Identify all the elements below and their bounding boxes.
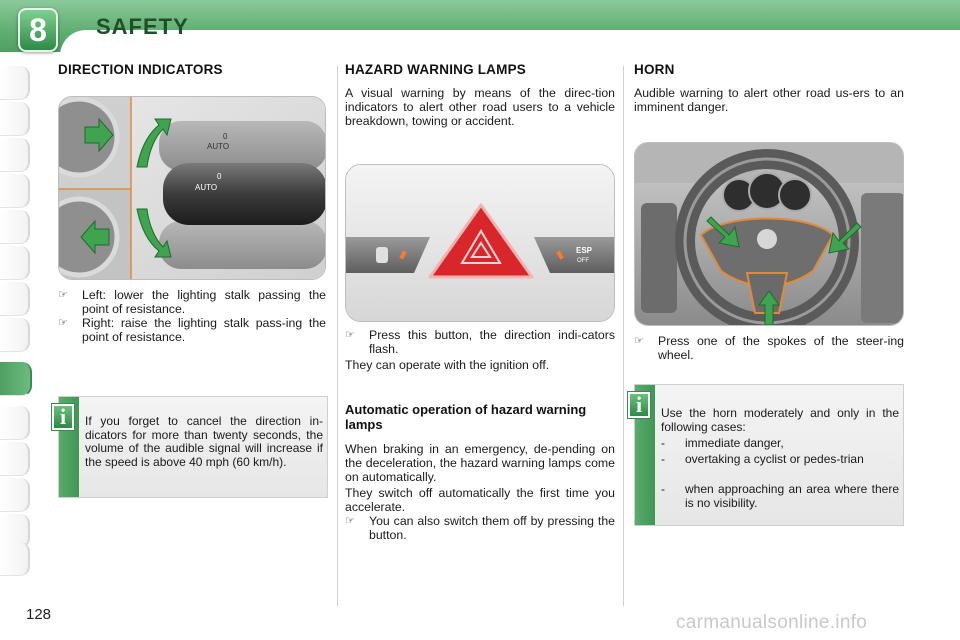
horn-info-item: - when approaching an area where there is no visibility. [661, 482, 899, 510]
steering-wheel-figure [634, 142, 904, 326]
hazard-button-figure [345, 164, 615, 322]
info-icon: i [52, 404, 74, 430]
chapter-tab[interactable] [0, 102, 30, 136]
hazard-note-text: They can operate with the ignition off. [345, 358, 550, 372]
page-header [0, 0, 960, 56]
chapter-tab-active[interactable] [0, 362, 32, 396]
list-item: ☞ Press one of the spokes of the steer-ing wheel. [634, 334, 904, 362]
automatic-operation-text: When braking in an emergency, de-pending on the deceleration, the hazard warning lamps come on automatically. [345, 442, 615, 484]
chapter-tab[interactable] [0, 138, 30, 172]
chapter-tab[interactable] [0, 478, 30, 512]
pointing-hand-icon: ☞ [634, 335, 644, 347]
hazard-intro-text: A visual warning by means of the direc-tion indicators to alert other road users to a vehicle breakdown, towing or accident. [345, 86, 615, 128]
pointing-hand-icon: ☞ [345, 515, 355, 527]
chapter-tab[interactable] [0, 66, 30, 100]
list-item: ☞ Press this button, the direction indi-cators flash. [345, 328, 615, 356]
header-curve [60, 30, 960, 56]
horn-intro-text: Audible warning to alert other road us-ers to an imminent danger. [634, 86, 904, 114]
lighting-stalk-illustration [59, 97, 326, 280]
list-item: ☞ You can also switch them off by pressing the button. [345, 514, 615, 542]
stalk-label: 0 [217, 172, 222, 181]
chapter-tab[interactable] [0, 210, 30, 244]
horn-info-box [634, 384, 904, 526]
lock-icon [376, 247, 388, 263]
automatic-operation-text: They switch off automatically the first time you accelerate. [345, 486, 615, 514]
info-icon: i [628, 392, 650, 418]
chapter-number-badge: 8 [18, 8, 58, 52]
stalk-label: 0 [223, 132, 228, 141]
pointing-hand-icon: ☞ [58, 289, 68, 301]
list-item: ☞ Right: raise the lighting stalk pass-ing the point of resistance. [58, 316, 326, 344]
info-box-text: If you forget to cancel the direction in-dicators for more than twenty seconds, the volume of the audible signal will increase if the speed is above 40 mph (60 km/h). [85, 414, 323, 469]
pointing-hand-icon: ☞ [58, 317, 68, 329]
watermark: carmanualsonline.info [676, 612, 868, 633]
stalk-label: AUTO [207, 142, 230, 151]
chapter-tab[interactable] [0, 246, 30, 280]
hazard-warning-heading: HAZARD WARNING LAMPS [345, 62, 526, 77]
pointing-hand-icon: ☞ [345, 329, 355, 341]
direction-indicators-heading: DIRECTION INDICATORS [58, 62, 223, 77]
column-divider [337, 66, 338, 606]
esp-off-label: OFF [577, 258, 589, 264]
chapter-tab[interactable] [0, 442, 30, 476]
direction-indicators-info-box [58, 396, 328, 498]
stalk-label: AUTO [195, 183, 218, 192]
automatic-operation-heading: Automatic operation of hazard warning lamps [345, 402, 587, 432]
chapter-tab[interactable] [0, 318, 30, 352]
chapter-tab-strip [0, 66, 34, 576]
peugeot-logo [757, 229, 777, 249]
chapter-tab[interactable] [0, 406, 30, 440]
horn-info-item: - immediate danger, [661, 436, 784, 450]
list-item: ☞ Left: lower the lighting stalk passing the point of resistance. [58, 288, 326, 316]
chapter-title: SAFETY [96, 14, 189, 39]
horn-info-intro: Use the horn moderately and only in the following cases: [661, 406, 899, 434]
column-divider [623, 66, 624, 606]
horn-info-item: - overtaking a cyclist or pedes-trian [661, 452, 864, 466]
esp-off-label: ESP [576, 246, 593, 255]
steering-wheel-illustration [635, 143, 904, 326]
chapter-tab[interactable] [0, 282, 30, 316]
chapter-tab[interactable] [0, 174, 30, 208]
chapter-tab[interactable] [0, 542, 30, 576]
horn-heading: HORN [634, 62, 675, 77]
hazard-button-illustration [346, 165, 615, 322]
lighting-stalk-figure [58, 96, 326, 280]
page-number: 128 [26, 606, 52, 623]
